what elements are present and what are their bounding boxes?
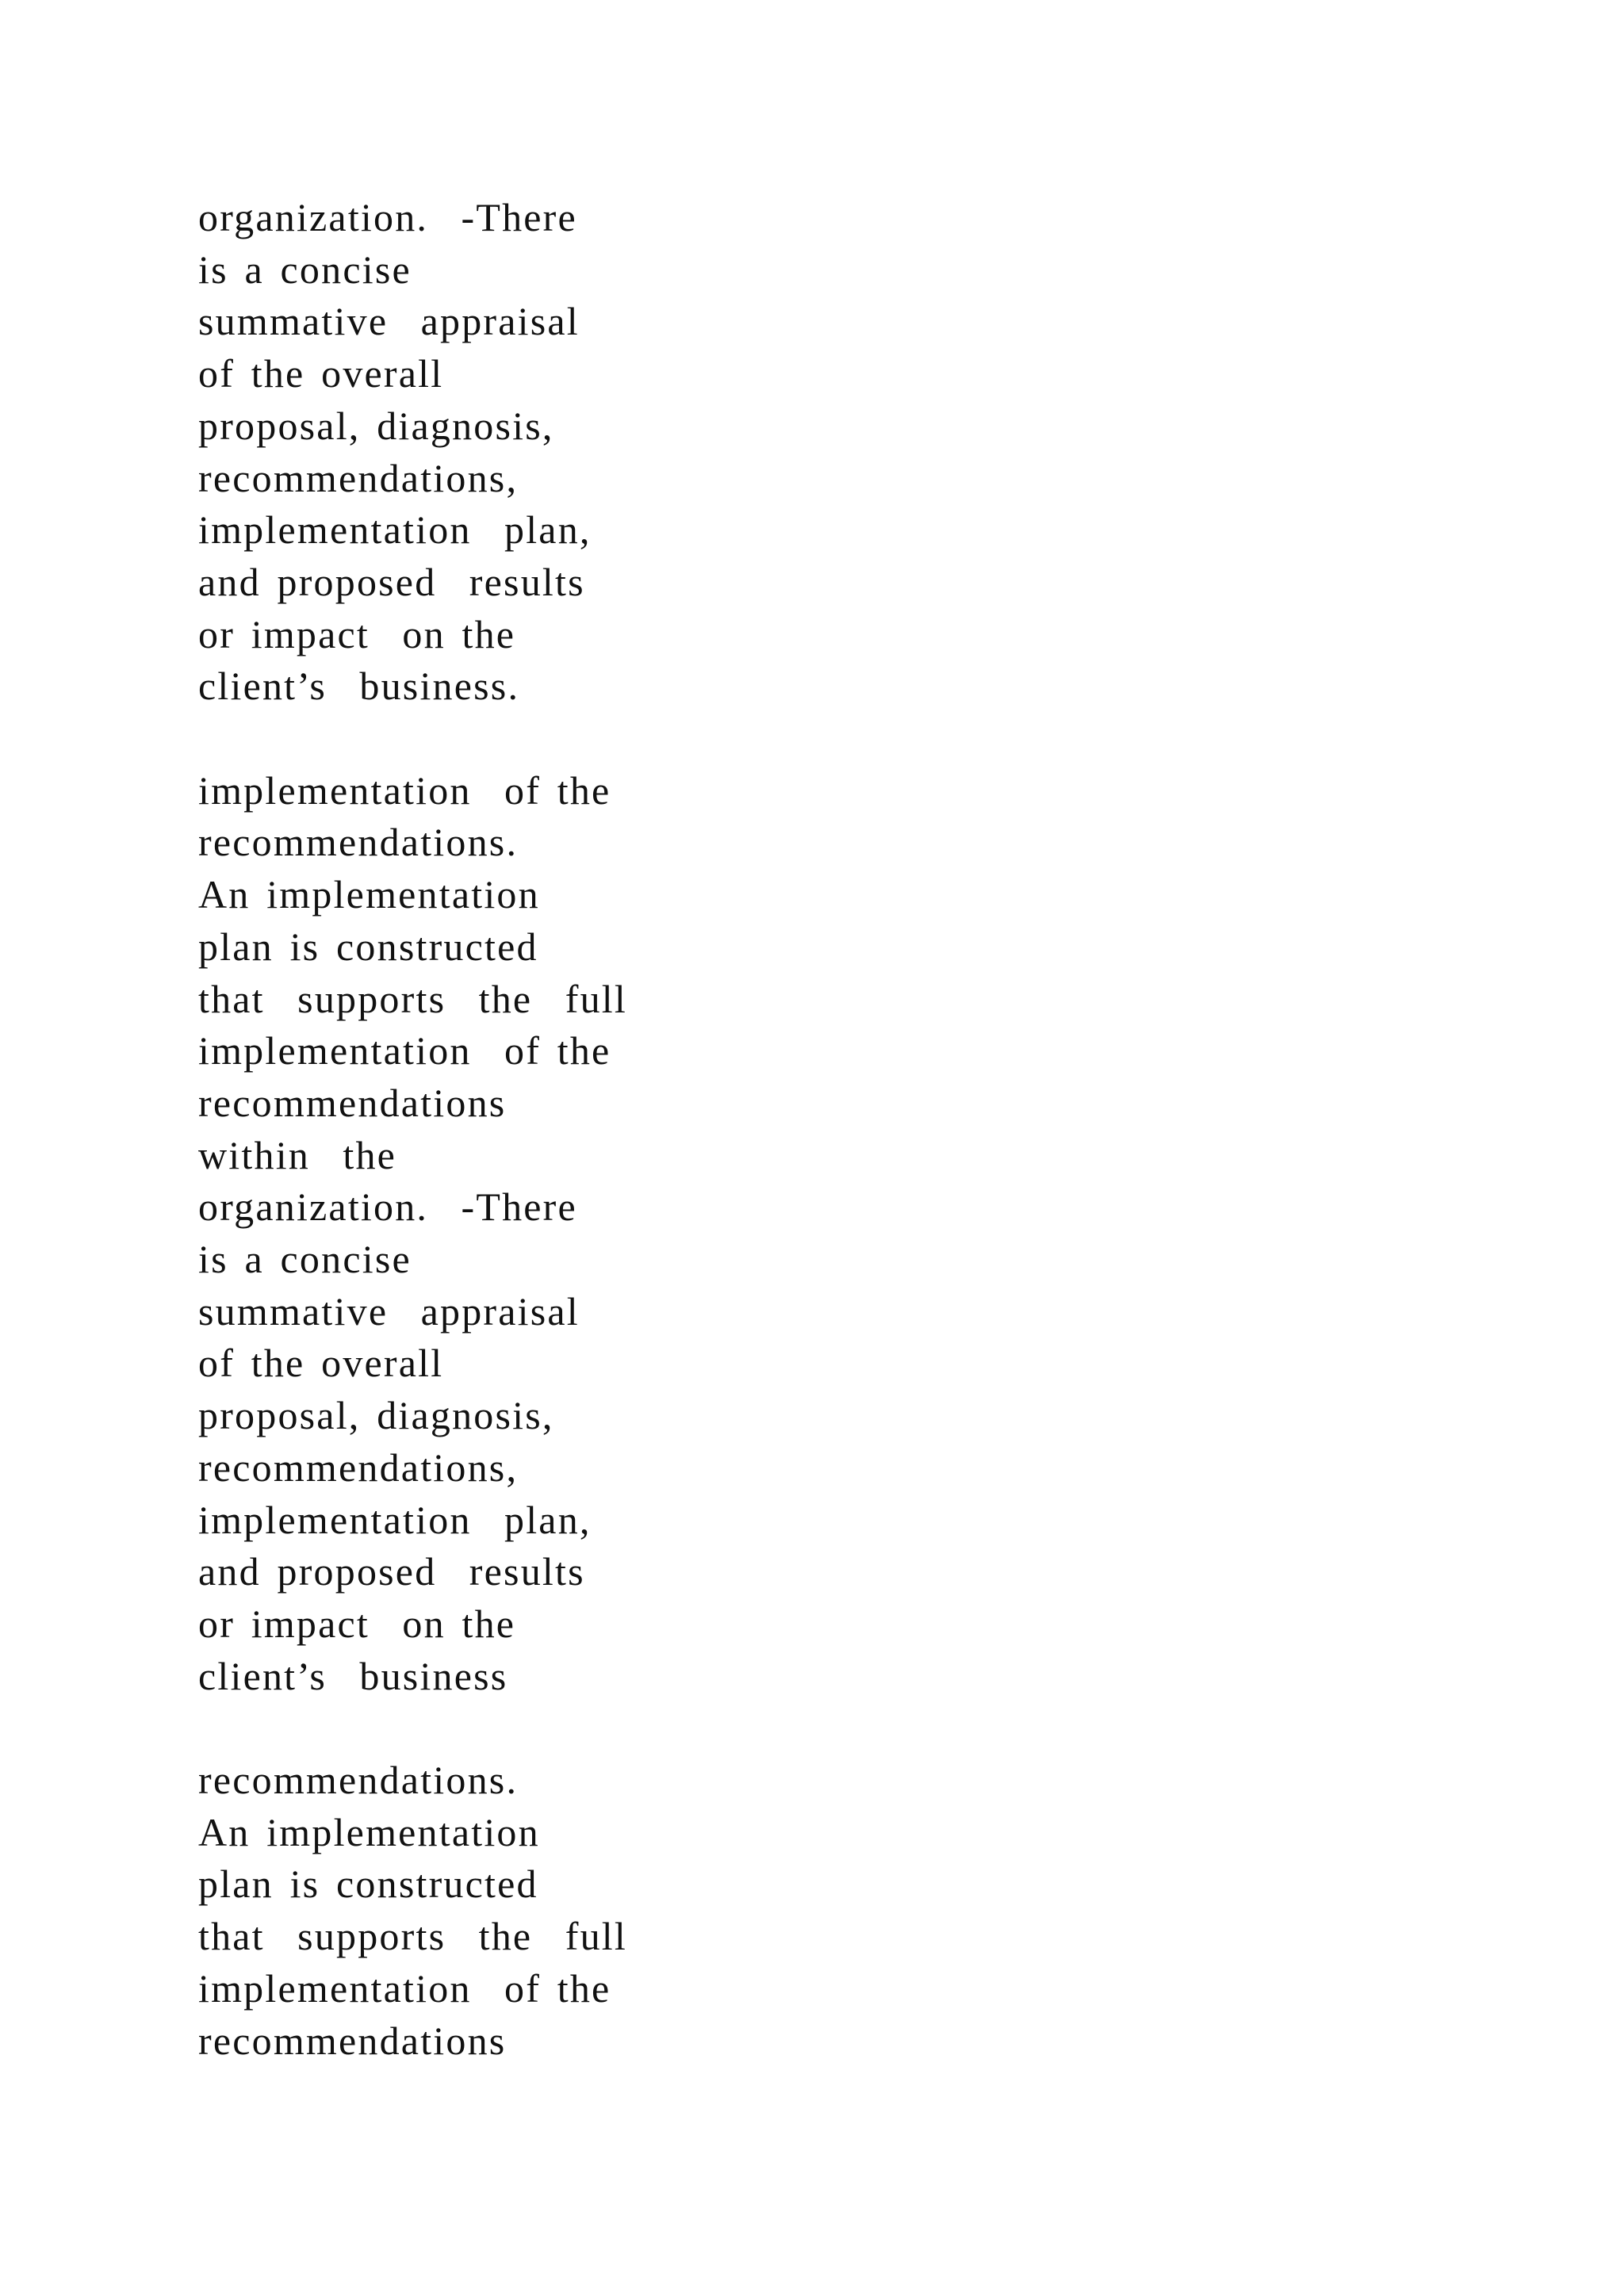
text-line: organization. -There [198, 1184, 577, 1230]
text-line: of the overall [198, 1341, 444, 1386]
text-line: recommendations. [198, 820, 519, 865]
text-line: plan is constructed [198, 924, 538, 969]
text-line: proposal, diagnosis, [198, 1393, 554, 1438]
text-line: client’s business. [198, 664, 520, 709]
text-line: plan is constructed [198, 1862, 538, 1907]
text-line: within the [198, 1132, 397, 1177]
text-line: implementation of the [198, 767, 611, 813]
text-line: recommendations, [198, 455, 519, 500]
paragraph-2 [198, 765, 690, 1703]
text-line: An implementation [198, 872, 540, 917]
text-line: of the overall [198, 351, 444, 396]
text-line: implementation of the [198, 1965, 611, 2011]
text-line: implementation plan, [198, 1497, 592, 1542]
text-line: summative appraisal [198, 1288, 580, 1334]
text-line: recommendations. [198, 1758, 519, 1803]
text-line: that supports the full [198, 976, 627, 1021]
paragraph-3 [198, 1755, 690, 2067]
text-line: that supports the full [198, 1914, 627, 1959]
text-line: and proposed results [198, 559, 585, 604]
paragraph-1 [198, 192, 690, 713]
text-line: implementation plan, [198, 507, 592, 553]
text-line: is a concise [198, 247, 412, 292]
text-line: implementation of the [198, 1028, 611, 1073]
text-line: summative appraisal [198, 299, 580, 344]
text-line: recommendations [198, 2018, 507, 2063]
text-line: client’s business [198, 1653, 508, 1698]
text-line: or impact on the [198, 611, 516, 656]
text-line: proposal, diagnosis, [198, 403, 554, 448]
text-line: is a concise [198, 1237, 412, 1282]
text-line: An implementation [198, 1809, 540, 1854]
text-line: or impact on the [198, 1601, 516, 1646]
text-line: recommendations [198, 1080, 507, 1125]
document-body [198, 192, 690, 2067]
text-line: and proposed results [198, 1549, 585, 1594]
text-line: recommendations, [198, 1445, 519, 1490]
text-line: organization. -There [198, 195, 577, 239]
